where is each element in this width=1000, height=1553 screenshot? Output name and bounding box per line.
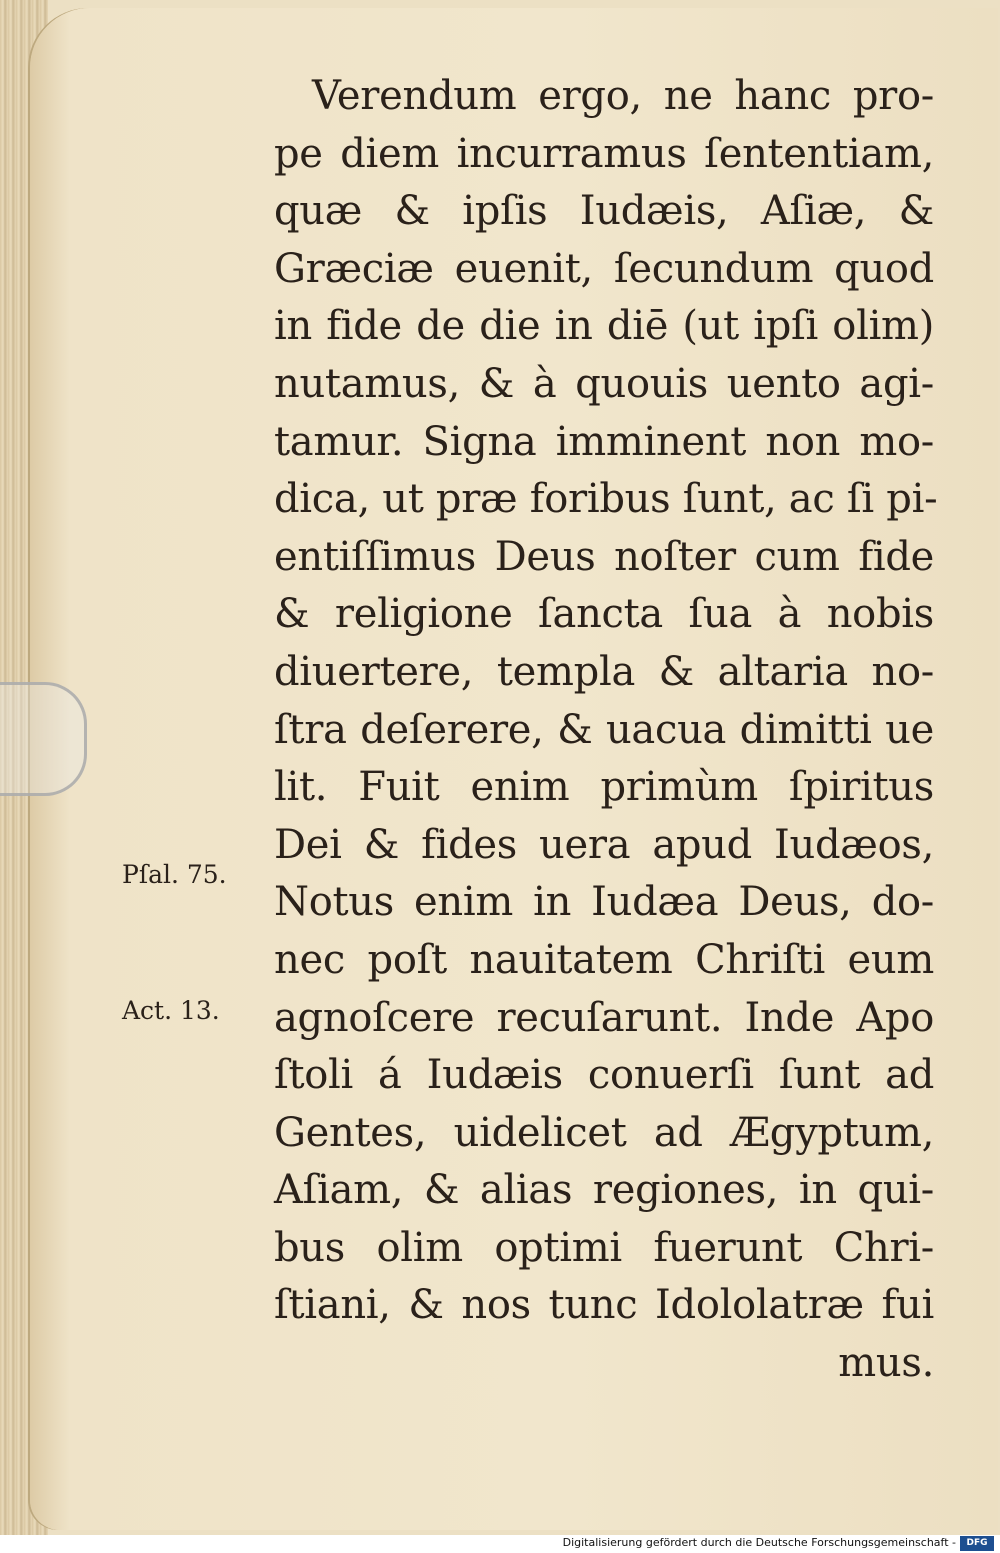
text-line: Gentes, uidelicet ad Ægyptum, xyxy=(274,1109,934,1156)
text-line: diuertere, templa & altaria no- xyxy=(274,648,934,695)
text-line: in fide de die in diē (ut ipſi olim) xyxy=(274,303,934,350)
text-line: bus olim optimi fuerunt Chri- xyxy=(274,1224,934,1271)
text-line: ſtiani, & nos tunc Idololatræ fui xyxy=(274,1282,934,1329)
text-line: nutamus, & à quouis uento agi- xyxy=(274,360,934,407)
funding-credit: Digitalisierung gefördert durch die Deutsche Forschungsgemeinschaft - xyxy=(562,1536,956,1549)
text-line: Notus enim in Iudæa Deus, do- xyxy=(274,879,934,926)
main-text xyxy=(274,68,938,1393)
text-line: Græciæ euenit, ſecundum quod xyxy=(274,245,934,292)
text-line: ſtoli á Iudæis conuerſi ſunt ad xyxy=(274,1052,934,1099)
text-line: ſtra deſerere, & uacua dimitti ue xyxy=(274,706,934,753)
paper-clip xyxy=(0,682,87,796)
text-line: lit. Fuit enim primùm ſpiritus xyxy=(274,764,934,811)
margin-note-act: Act. 13. xyxy=(122,996,220,1025)
text-line: Aſiam, & alias regiones, in qui- xyxy=(274,1167,934,1214)
dfg-logo-icon: DFG xyxy=(960,1536,994,1551)
text-line: nec poſt nauitatem Chriſti eum xyxy=(274,936,934,983)
text-line: & religione ſancta ſua à nobis xyxy=(274,591,934,638)
footer-bar xyxy=(0,1535,1000,1553)
text-line: Dei & fides uera apud Iudæos, xyxy=(274,821,934,868)
text-line: pe diem incurramus ſententiam, xyxy=(274,130,934,177)
text-line: dica, ut præ foribus ſunt, ac ſi pi- xyxy=(274,476,938,523)
text-line: Verendum ergo, ne hanc pro- xyxy=(312,73,934,119)
text-line: tamur. Signa imminent non mo- xyxy=(274,418,934,465)
text-line: agnoſcere recuſarunt. Inde Apo xyxy=(274,994,934,1041)
text-line: quæ & ipſis Iudæis, Aſiæ, & xyxy=(274,188,934,235)
text-line: mus. xyxy=(838,1340,934,1387)
margin-note-psal: Pſal. 75. xyxy=(122,860,227,889)
text-line: entiſſimus Deus noſter cum fide xyxy=(274,533,934,580)
